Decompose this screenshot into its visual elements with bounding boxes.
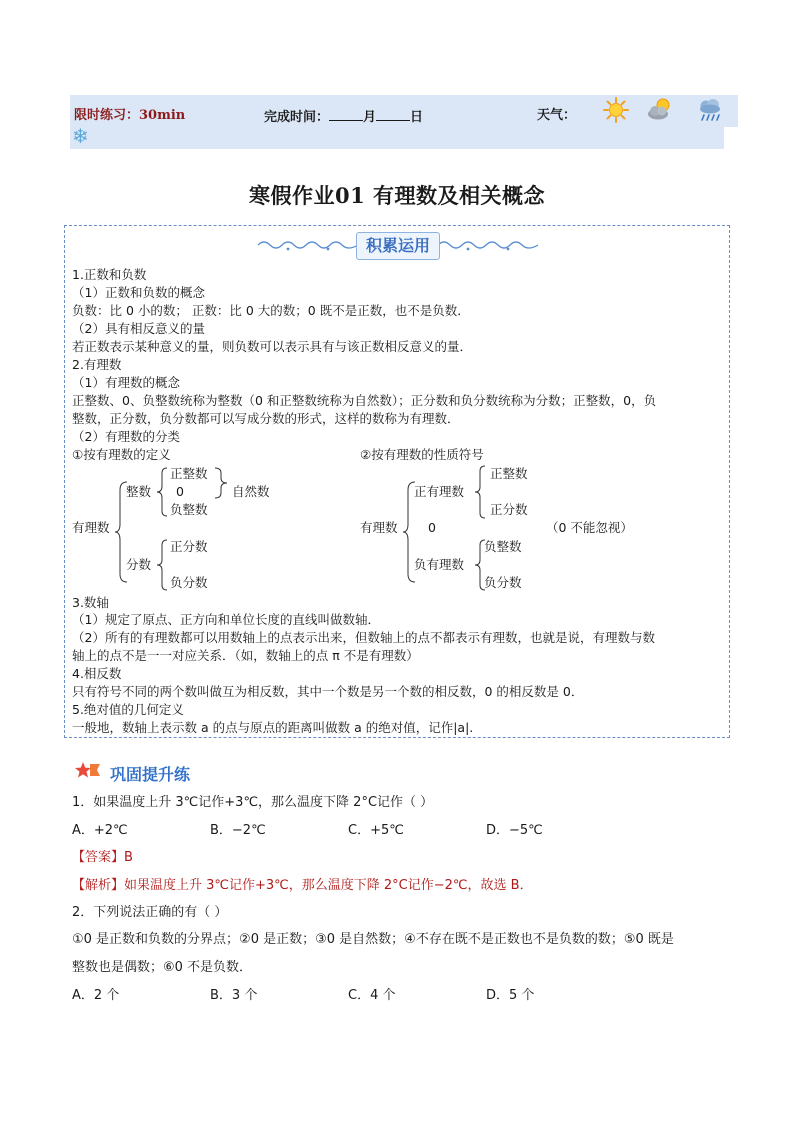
k-line: 整数，正分数，负分数都可以写成分数的形式，这样的数称为有理数．: [72, 411, 460, 426]
month-label: 月: [363, 110, 377, 125]
k-line: （1）规定了原点、正方向和单位长度的直线叫做数轴．: [72, 612, 380, 627]
brace-integer: [156, 466, 168, 518]
k-line: （2）具有相反意义的量: [72, 321, 205, 336]
header-bar-lower: [70, 124, 724, 149]
k-line: 正整数、0、负整数统称为整数（0 和正整数统称为自然数）；正分数和负分数统称为分数；正整数，0，负: [72, 393, 657, 408]
k-line: 轴上的点不是一一对应关系．（如，数轴上的点 π 不是有理数）: [72, 648, 419, 663]
class-sign-root: 有理数: [360, 520, 398, 535]
class-sign-pos-rational: 正有理数: [414, 484, 465, 499]
k-line: 负数：比 0 小的数； 正数：比 0 大的数；0 既不是正数，也不是负数．: [72, 303, 470, 318]
ribbon-right-decoration: [438, 238, 538, 252]
class-def-pos-int: 正整数: [170, 466, 208, 481]
ribbon-left-decoration: [258, 238, 358, 252]
q1-option-a: A．+2℃: [72, 823, 128, 838]
q1-option-d: D．−5℃: [486, 823, 543, 838]
class-def-heading: ①按有理数的定义: [72, 447, 171, 462]
day-blank: [376, 108, 410, 121]
q1-analysis: [72, 877, 533, 895]
q2-stem: 2．下列说法正确的有（ ）: [72, 905, 228, 920]
q2-option-a: A．2 个: [72, 988, 120, 1003]
q1-option-b: B．−2℃: [210, 823, 266, 838]
k-line: 2.有理数: [72, 357, 122, 372]
class-def-neg-frac: 负分数: [170, 575, 208, 590]
class-sign-note: （0 不能忽视）: [546, 520, 633, 535]
class-def-neg-int: 负整数: [170, 502, 208, 517]
class-sign-heading: ②按有理数的性质符号: [360, 447, 484, 462]
answer-tag: 【答案】: [72, 850, 125, 865]
k-line: 若正数表示某种意义的量，则负数可以表示具有与该正数相反意义的量．: [72, 339, 473, 354]
time-limit-label: 限时练习：30min: [74, 108, 186, 123]
q2-body-line: 整数也是偶数；⑥0 不是负数．: [72, 960, 253, 975]
class-sign-neg-frac: 负分数: [484, 575, 522, 590]
answer-value: B: [124, 850, 133, 865]
snowflake-icon: ❄: [72, 124, 89, 148]
class-def-pos-frac: 正分数: [170, 539, 208, 554]
q2-body-line: ①0 是正数和负数的分界点；②0 是正数；③0 是自然数；④不存在既不是正数也不是负数的数；⑤0 既是: [72, 932, 674, 947]
class-def-integer: 整数: [126, 484, 152, 499]
class-sign-neg-int: 负整数: [484, 539, 522, 554]
weather-label: 天气：: [537, 108, 577, 123]
analysis-tag: 【解析】: [72, 878, 125, 893]
class-sign-pos-frac: 正分数: [490, 502, 528, 517]
rain-icon: [696, 96, 724, 124]
class-sign-neg-rational: 负有理数: [414, 557, 465, 572]
class-def-natural: 自然数: [232, 484, 270, 499]
k-line: 5.绝对值的几何定义: [72, 702, 184, 717]
brace-natural: [214, 466, 228, 500]
day-label: 日: [410, 110, 424, 125]
partly-cloudy-icon: [646, 96, 674, 124]
k-line: （2）有理数的分类: [72, 429, 180, 444]
class-def-fraction: 分数: [126, 557, 152, 572]
q2-option-b: B．3 个: [210, 988, 258, 1003]
document-title: 寒假作业01 有理数及相关概念: [248, 183, 546, 208]
q2-option-c: C．4 个: [348, 988, 396, 1003]
k-line: （1）正数和负数的概念: [72, 285, 205, 300]
k-line: 3.数轴: [72, 595, 109, 610]
k-line: 一般地，数轴上表示数 a 的点与原点的距离叫做数 a 的绝对值，记作|a|.: [72, 720, 474, 735]
knowledge-heading: 积累运用: [356, 232, 440, 260]
k-line: 4.相反数: [72, 666, 122, 681]
section-title: 巩固提升练: [110, 765, 191, 784]
k-line: 1.正数和负数: [72, 267, 147, 282]
k-line: 只有符号不同的两个数叫做互为相反数，其中一个数是另一个数的相反数，0 的相反数是 0．: [72, 684, 584, 699]
brace-pos-rational: [474, 464, 486, 520]
k-line: （1）有理数的概念: [72, 375, 180, 390]
k-line: （2）所有的有理数都可以用数轴上的点表示出来，但数轴上的点不都表示有理数，也就是说，有理数与数: [72, 630, 655, 645]
brace-fraction: [156, 538, 168, 592]
q1-answer: [72, 849, 133, 867]
month-blank: [329, 108, 363, 121]
class-def-zero: 0: [176, 484, 184, 499]
q1-option-c: C．+5℃: [348, 823, 404, 838]
class-sign-pos-int: 正整数: [490, 466, 528, 481]
q1-stem: 1．如果温度上升 3℃记作+3℃，那么温度下降 2°C记作（ ）: [72, 795, 434, 810]
q2-option-d: D．5 个: [486, 988, 535, 1003]
class-def-root: 有理数: [72, 520, 110, 535]
analysis-text: 如果温度上升 3℃记作+3℃，那么温度下降 2°C记作−2℃，故选 B．: [124, 878, 533, 893]
class-sign-zero: 0: [428, 520, 436, 535]
finish-time-label: [264, 108, 423, 126]
sun-icon: [602, 96, 630, 124]
star-flag-icon: [74, 760, 102, 782]
finish-prefix: 完成时间：: [264, 110, 330, 125]
